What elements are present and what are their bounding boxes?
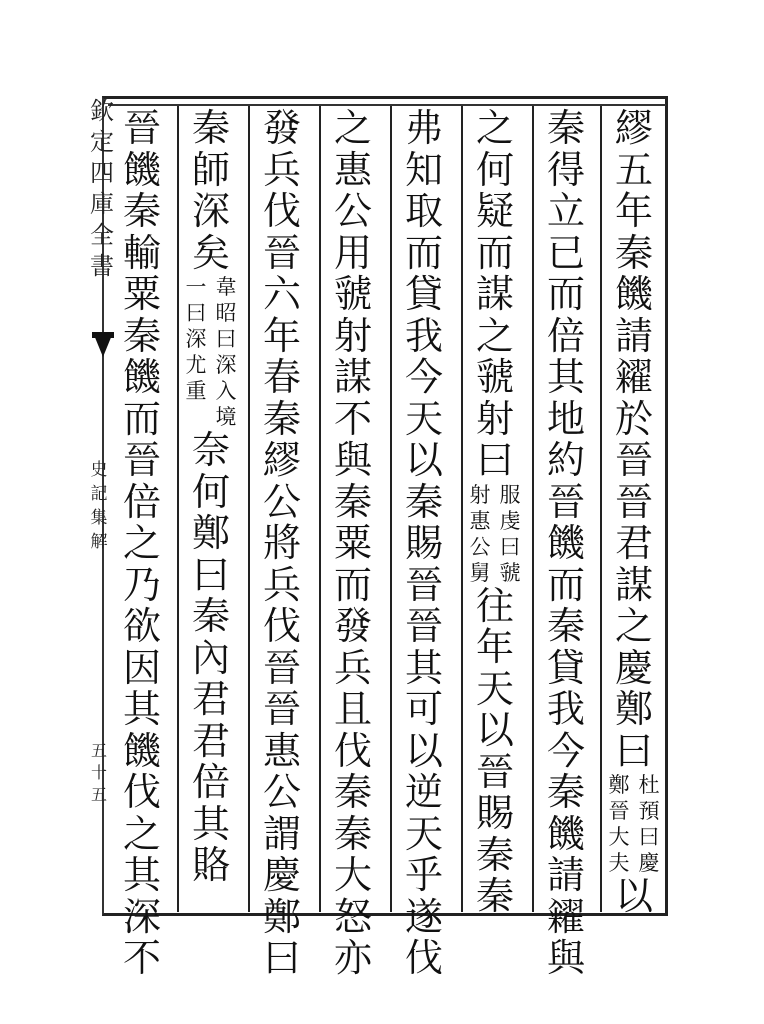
column-tail-text: 往年天以晉賜秦秦 xyxy=(475,583,514,918)
fish-tail-mark-icon xyxy=(94,335,112,357)
column-main-text: 秦得立已而倍其地約晉饑而秦貸我今秦饑請糴與 xyxy=(546,106,585,980)
column-main-text: 之惠公用虢射謀不與秦粟而發兵且伐秦秦大怒亦 xyxy=(333,106,372,980)
annotation-line: 韋昭曰深入境 xyxy=(215,275,237,429)
annotation-line: 射惠公舅 xyxy=(469,482,491,585)
column-main-text: 弗知取而貸我今天以秦賜晉晉其可以逆天乎遂伐 xyxy=(404,106,443,980)
column-main-text: 晉饑秦輸粟秦饑而晉倍之乃欲因其饑伐之其深不 xyxy=(122,106,161,980)
annotation-line: 杜預曰慶 xyxy=(638,773,660,875)
column-main-text: 發兵伐晉六年春秦繆公將兵伐晉晉惠公謂慶鄭曰 xyxy=(262,106,301,980)
annotation-line: 服虔曰虢 xyxy=(499,482,521,585)
column-tail-text: 奈何鄭曰秦內君君倍其賂 xyxy=(191,428,230,887)
column-rule xyxy=(532,106,534,912)
column-rule xyxy=(248,106,250,912)
column-rule xyxy=(177,106,179,912)
margin-title: 欽定四庫全書 xyxy=(90,97,114,280)
annotation-line: 一曰深尤重 xyxy=(185,275,207,403)
text-column-8 xyxy=(112,106,172,980)
column-annotation xyxy=(184,274,238,430)
column-rule xyxy=(600,106,602,912)
annotation-line: 鄭晉大夫 xyxy=(608,773,630,875)
column-rule xyxy=(390,106,392,912)
text-column-3 xyxy=(465,106,525,918)
column-main-text: 秦師深矣 xyxy=(191,106,230,275)
column-annotation xyxy=(607,772,661,876)
text-column-7 xyxy=(181,108,241,908)
text-column-1 xyxy=(604,106,664,918)
text-column-4 xyxy=(394,106,454,980)
margin-book-title: 史記集解 xyxy=(90,460,108,552)
text-column-5 xyxy=(323,106,383,980)
margin-page-number: 五十五 xyxy=(90,741,107,804)
column-annotation xyxy=(468,482,522,586)
column-rule xyxy=(319,106,321,912)
column-main-text: 之何疑而謀之虢射曰 xyxy=(475,106,514,482)
text-column-6 xyxy=(252,106,312,980)
column-tail-text: 以 xyxy=(614,874,653,918)
column-rule xyxy=(461,106,463,912)
column-main-text: 繆五年秦饑請糴於晉晉君謀之慶鄭曰 xyxy=(614,106,653,773)
text-column-2 xyxy=(536,106,596,980)
